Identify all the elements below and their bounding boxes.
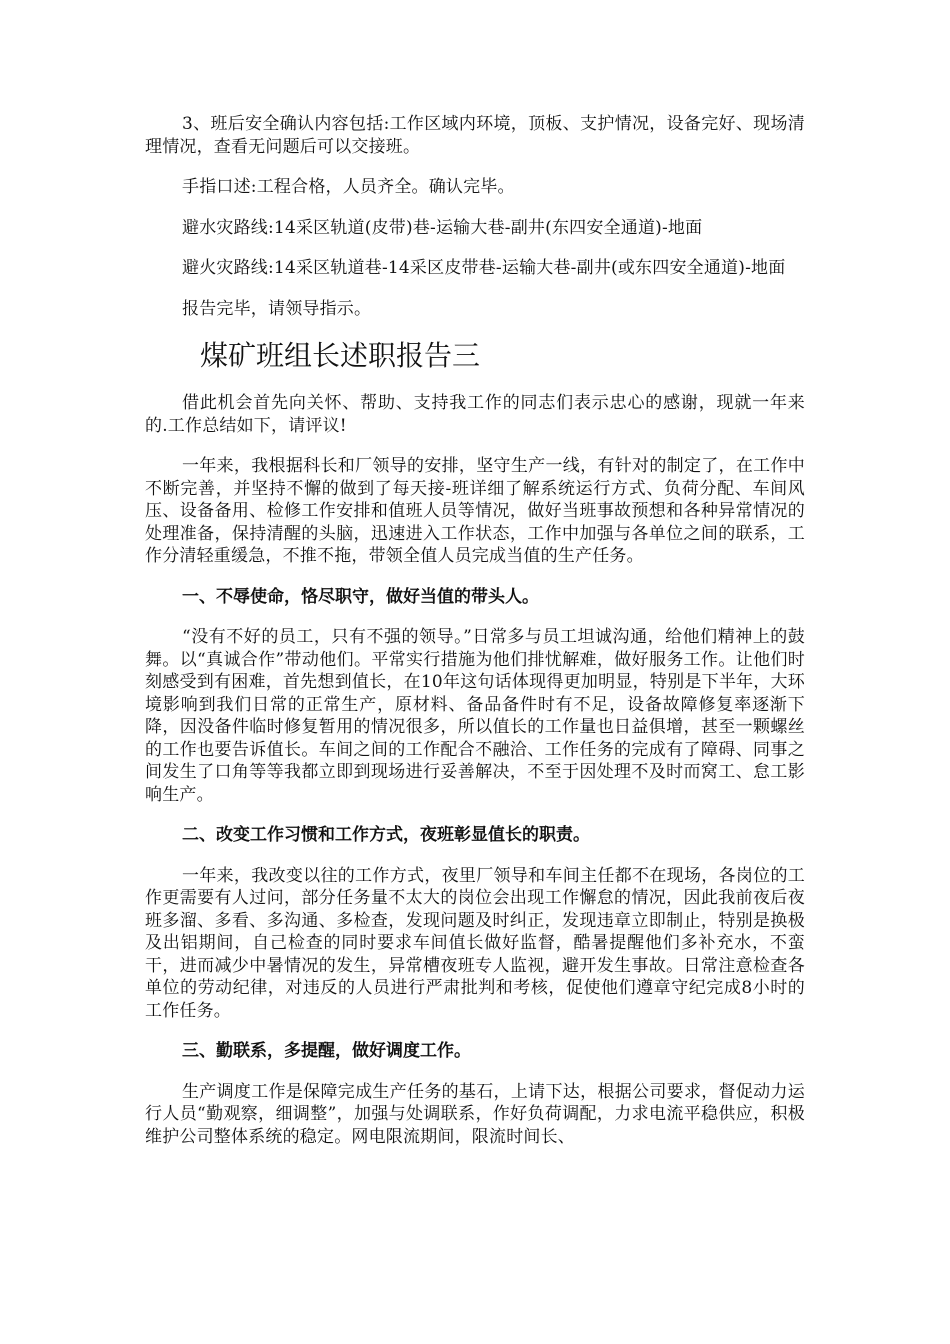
paragraph-flood-escape-route: 避水灾路线:14采区轨道(皮带)巷-运输大巷-副井(东四安全通道)-地面 — [182, 217, 703, 238]
paragraph-hand-point-statement: 手指口述:工程合格，人员齐全。确认完毕。 — [182, 177, 515, 197]
paragraph-fire-escape-route: 避火灾路线:14采区轨道巷-14采区皮带巷-运输大巷-副井(或东四安全通道)-地面 — [182, 258, 786, 278]
section-body-3: 生产调度工作是保障完成生产任务的基石，上请下达，根据公司要求，督促动力运行人员“勤观察，细调整”，加强与处调联系，作好负荷调配，力求电流平稳供应，积极维护公司整体系统的稳定。网电限流期间，限流时间长、 — [145, 1081, 805, 1147]
paragraph-intro-thanks: 借此机会首先向关怀、帮助、支持我工作的同志们表示忠心的感谢，现就一年来的.工作总结如下，请评议! — [145, 393, 805, 436]
section-heading-3: 三、勤联系，多提醒，做好调度工作。 — [182, 1041, 471, 1061]
document-page — [145, 113, 805, 1166]
section-body-2: 一年来，我改变以往的工作方式，夜里厂领导和车间主任都不在现场，各岗位的工作更需要有人过问，部分任务量不太大的岗位会出现工作懈怠的情况，因此我前夜后夜班多溜、多看、多沟通、多检查，发现问题及时纠正，发现违章立即制止，特别是换极及出铝期间，自己检查的同时要求车间值长做好监督，酷暑提醒他们多补充水，不蛮干，进而减少中暑情况的发生，异常槽夜班专人监视，避开发生事故。日常注意检查各单位的劳动纪律，对违反的人员进行严肃批判和考核，促使他们遵章守纪完成8小时的工作任务。 — [145, 865, 805, 1021]
paragraph-shift-safety-check: 3、班后安全确认内容包括:工作区域内环境，顶板、支护情况，设备完好、现场清理情况，查看无问题后可以交接班。 — [145, 114, 805, 157]
document-title: 煤矿班组长述职报告三 — [200, 339, 481, 372]
section-heading-1: 一、不辱使命，恪尽职守，做好当值的带头人。 — [182, 586, 539, 607]
section-heading-2: 二、改变工作习惯和工作方式，夜班彰显值长的职责。 — [182, 825, 590, 845]
paragraph-report-complete: 报告完毕，请领导指示。 — [182, 298, 372, 319]
section-body-1: “没有不好的员工，只有不强的领导。”日常多与员工坦诚沟通，给他们精神上的鼓舞。以“真诚合作”带动他们。平常实行措施为他们排忧解难，做好服务工作。让他们时刻感受到有困难，首先想到值长，在10年这句话体现得更加明显，特别是下半年，大环境影响到我们日常的正常生产，原材料、备品备件时有不足，设备故障修复率逐渐下降，因没备件临时修复暂用的情况很多，所以值长的工作量也日益俱增，甚至一颗螺丝的工作也要告诉值长。车间之间的工作配合不融洽、工作任务的完成有了障碍、同事之间发生了口角等等我都立即到现场进行妥善解决，不至于因处理不及时而窝工、怠工影响生产。 — [145, 627, 805, 805]
paragraph-intro-summary: 一年来，我根据科长和厂领导的安排，坚守生产一线，有针对的制定了，在工作中不断完善，并坚持不懈的做到了每天接-班详细了解系统运行方式、负荷分配、车间风压、设备备用、检修工作安排和值班人员等情况，做好当班事故预想和各种异常情况的处理准备，保持清醒的头脑，迅速进入工作状态，工作中加强与各单位之间的联系，工作分清轻重缓急，不推不拖，带领全值人员完成当值的生产任务。 — [145, 456, 805, 566]
